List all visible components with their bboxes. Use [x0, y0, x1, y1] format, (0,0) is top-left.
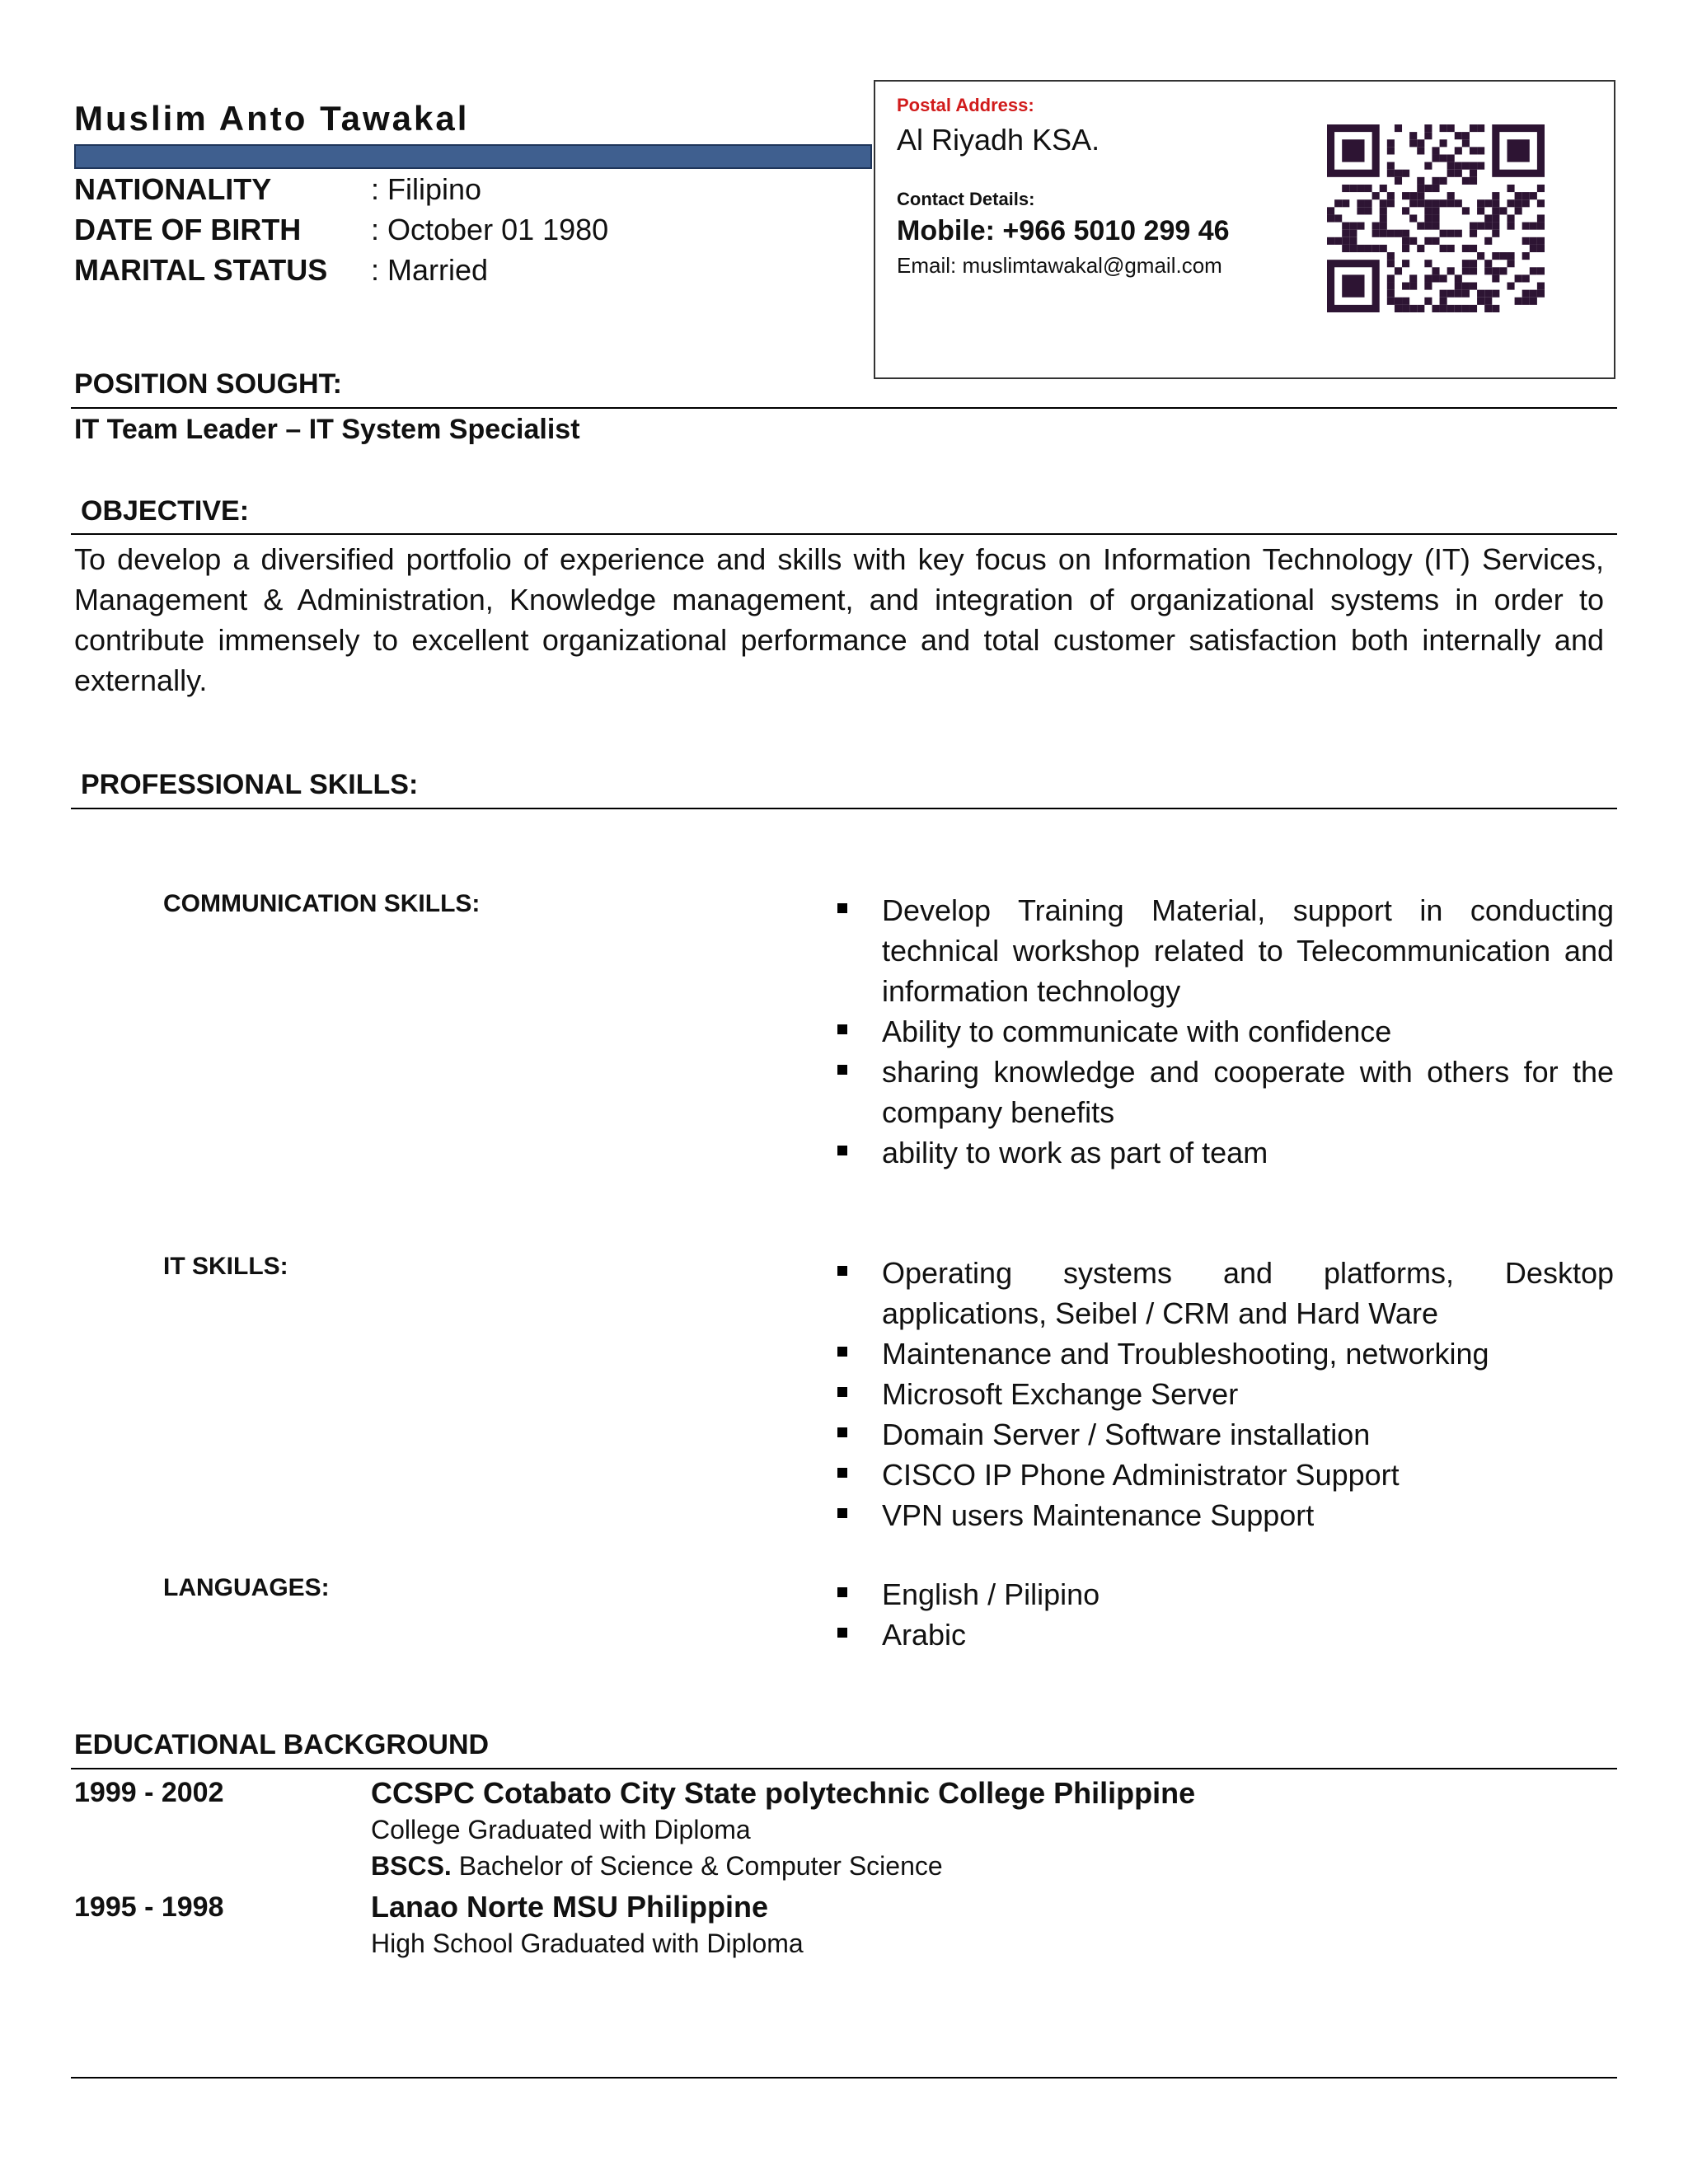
section-divider [71, 1768, 1617, 1769]
email-address[interactable]: Email: muslimtawakal@gmail.com [897, 253, 1222, 278]
name-underline-bar [74, 144, 872, 169]
degree-name: Bachelor of Science & Computer Science [451, 1851, 943, 1881]
bullet-icon [837, 1508, 847, 1518]
education-detail: High School Graduated with Diploma [371, 1929, 804, 1958]
section-divider [71, 808, 1617, 809]
list-item: CISCO IP Phone Administrator Support [832, 1455, 1614, 1495]
mobile-number: Mobile: +966 5010 299 46 [897, 215, 1230, 246]
objective-heading: OBJECTIVE: [81, 495, 250, 527]
list-item: Domain Server / Software installation [832, 1414, 1614, 1455]
postal-address-label: Postal Address: [897, 95, 1034, 115]
bullet-icon [837, 1266, 847, 1276]
bullet-icon [837, 1347, 847, 1357]
info-row-nationality [74, 169, 608, 209]
info-value: : Filipino [371, 172, 482, 206]
info-value: : October 01 1980 [371, 213, 609, 246]
communication-skills-label: COMMUNICATION SKILLS: [163, 890, 481, 917]
education-school: CCSPC Cotabato City State polytechnic College Philippine [371, 1776, 1196, 1810]
qr-code-icon [1327, 124, 1545, 312]
personal-info [74, 169, 608, 290]
list-item: Ability to communicate with confidence [832, 1011, 1614, 1052]
list-item: Maintenance and Troubleshooting, networking [832, 1333, 1614, 1374]
education-degree [371, 1851, 943, 1882]
languages-list [832, 1574, 1614, 1655]
bullet-icon [837, 1065, 847, 1075]
info-row-marital-status [74, 250, 608, 290]
bullet-icon [837, 1427, 847, 1437]
communication-skills-list [832, 890, 1614, 1173]
objective-text: To develop a diversified portfolio of experience and skills with key focus on Information Technology (IT) Services, Management & Administration, Knowledge management, and integration of organizational systems in order to contribute immensely to excellent organizational performance and total customer satisfaction both internally and externally. [74, 542, 1604, 697]
contact-box [874, 80, 1615, 379]
section-divider [71, 407, 1617, 409]
professional-skills-heading: PROFESSIONAL SKILLS: [81, 769, 419, 800]
info-value: : Married [371, 253, 489, 287]
list-item: Operating systems and platforms, Desktop applications, Seibel / CRM and Hard Ware [832, 1253, 1614, 1333]
section-divider [71, 533, 1617, 535]
education-heading: EDUCATIONAL BACKGROUND [74, 1729, 490, 1760]
position-sought-heading: POSITION SOUGHT: [74, 368, 342, 400]
degree-abbreviation: BSCS. [371, 1851, 452, 1881]
list-item: Arabic [832, 1615, 1614, 1655]
list-item: Develop Training Material, support in conducting technical workshop related to Telecommunication and information technology [832, 890, 1614, 1011]
list-item: Microsoft Exchange Server [832, 1374, 1614, 1414]
postal-address-value: Al Riyadh KSA. [897, 123, 1100, 157]
list-item: sharing knowledge and cooperate with others for the company benefits [832, 1052, 1614, 1132]
it-skills-label: IT SKILLS: [163, 1253, 288, 1280]
bullet-icon [837, 1387, 847, 1397]
education-years: 1999 - 2002 [74, 1777, 224, 1808]
bullet-icon [837, 1146, 847, 1155]
info-label: DATE OF BIRTH [74, 213, 302, 246]
education-school: Lanao Norte MSU Philippine [371, 1890, 769, 1924]
footer-divider [71, 2077, 1617, 2079]
it-skills-list [832, 1253, 1614, 1535]
contact-details-label: Contact Details: [897, 189, 1035, 209]
list-item: ability to work as part of team [832, 1132, 1614, 1173]
info-label: NATIONALITY [74, 172, 272, 206]
bullet-icon [837, 1628, 847, 1638]
bullet-icon [837, 1024, 847, 1034]
list-item: English / Pilipino [832, 1574, 1614, 1615]
info-row-date-of-birth [74, 209, 608, 250]
info-label: MARITAL STATUS [74, 253, 328, 287]
position-sought-value: IT Team Leader – IT System Specialist [74, 414, 580, 445]
bullet-icon [837, 903, 847, 913]
education-years: 1995 - 1998 [74, 1891, 224, 1923]
bullet-icon [837, 1587, 847, 1597]
bullet-icon [837, 1468, 847, 1478]
list-item: VPN users Maintenance Support [832, 1495, 1614, 1535]
languages-label: LANGUAGES: [163, 1574, 330, 1601]
candidate-name: Muslim Anto Tawakal [74, 99, 470, 138]
education-detail: College Graduated with Diploma [371, 1815, 751, 1844]
